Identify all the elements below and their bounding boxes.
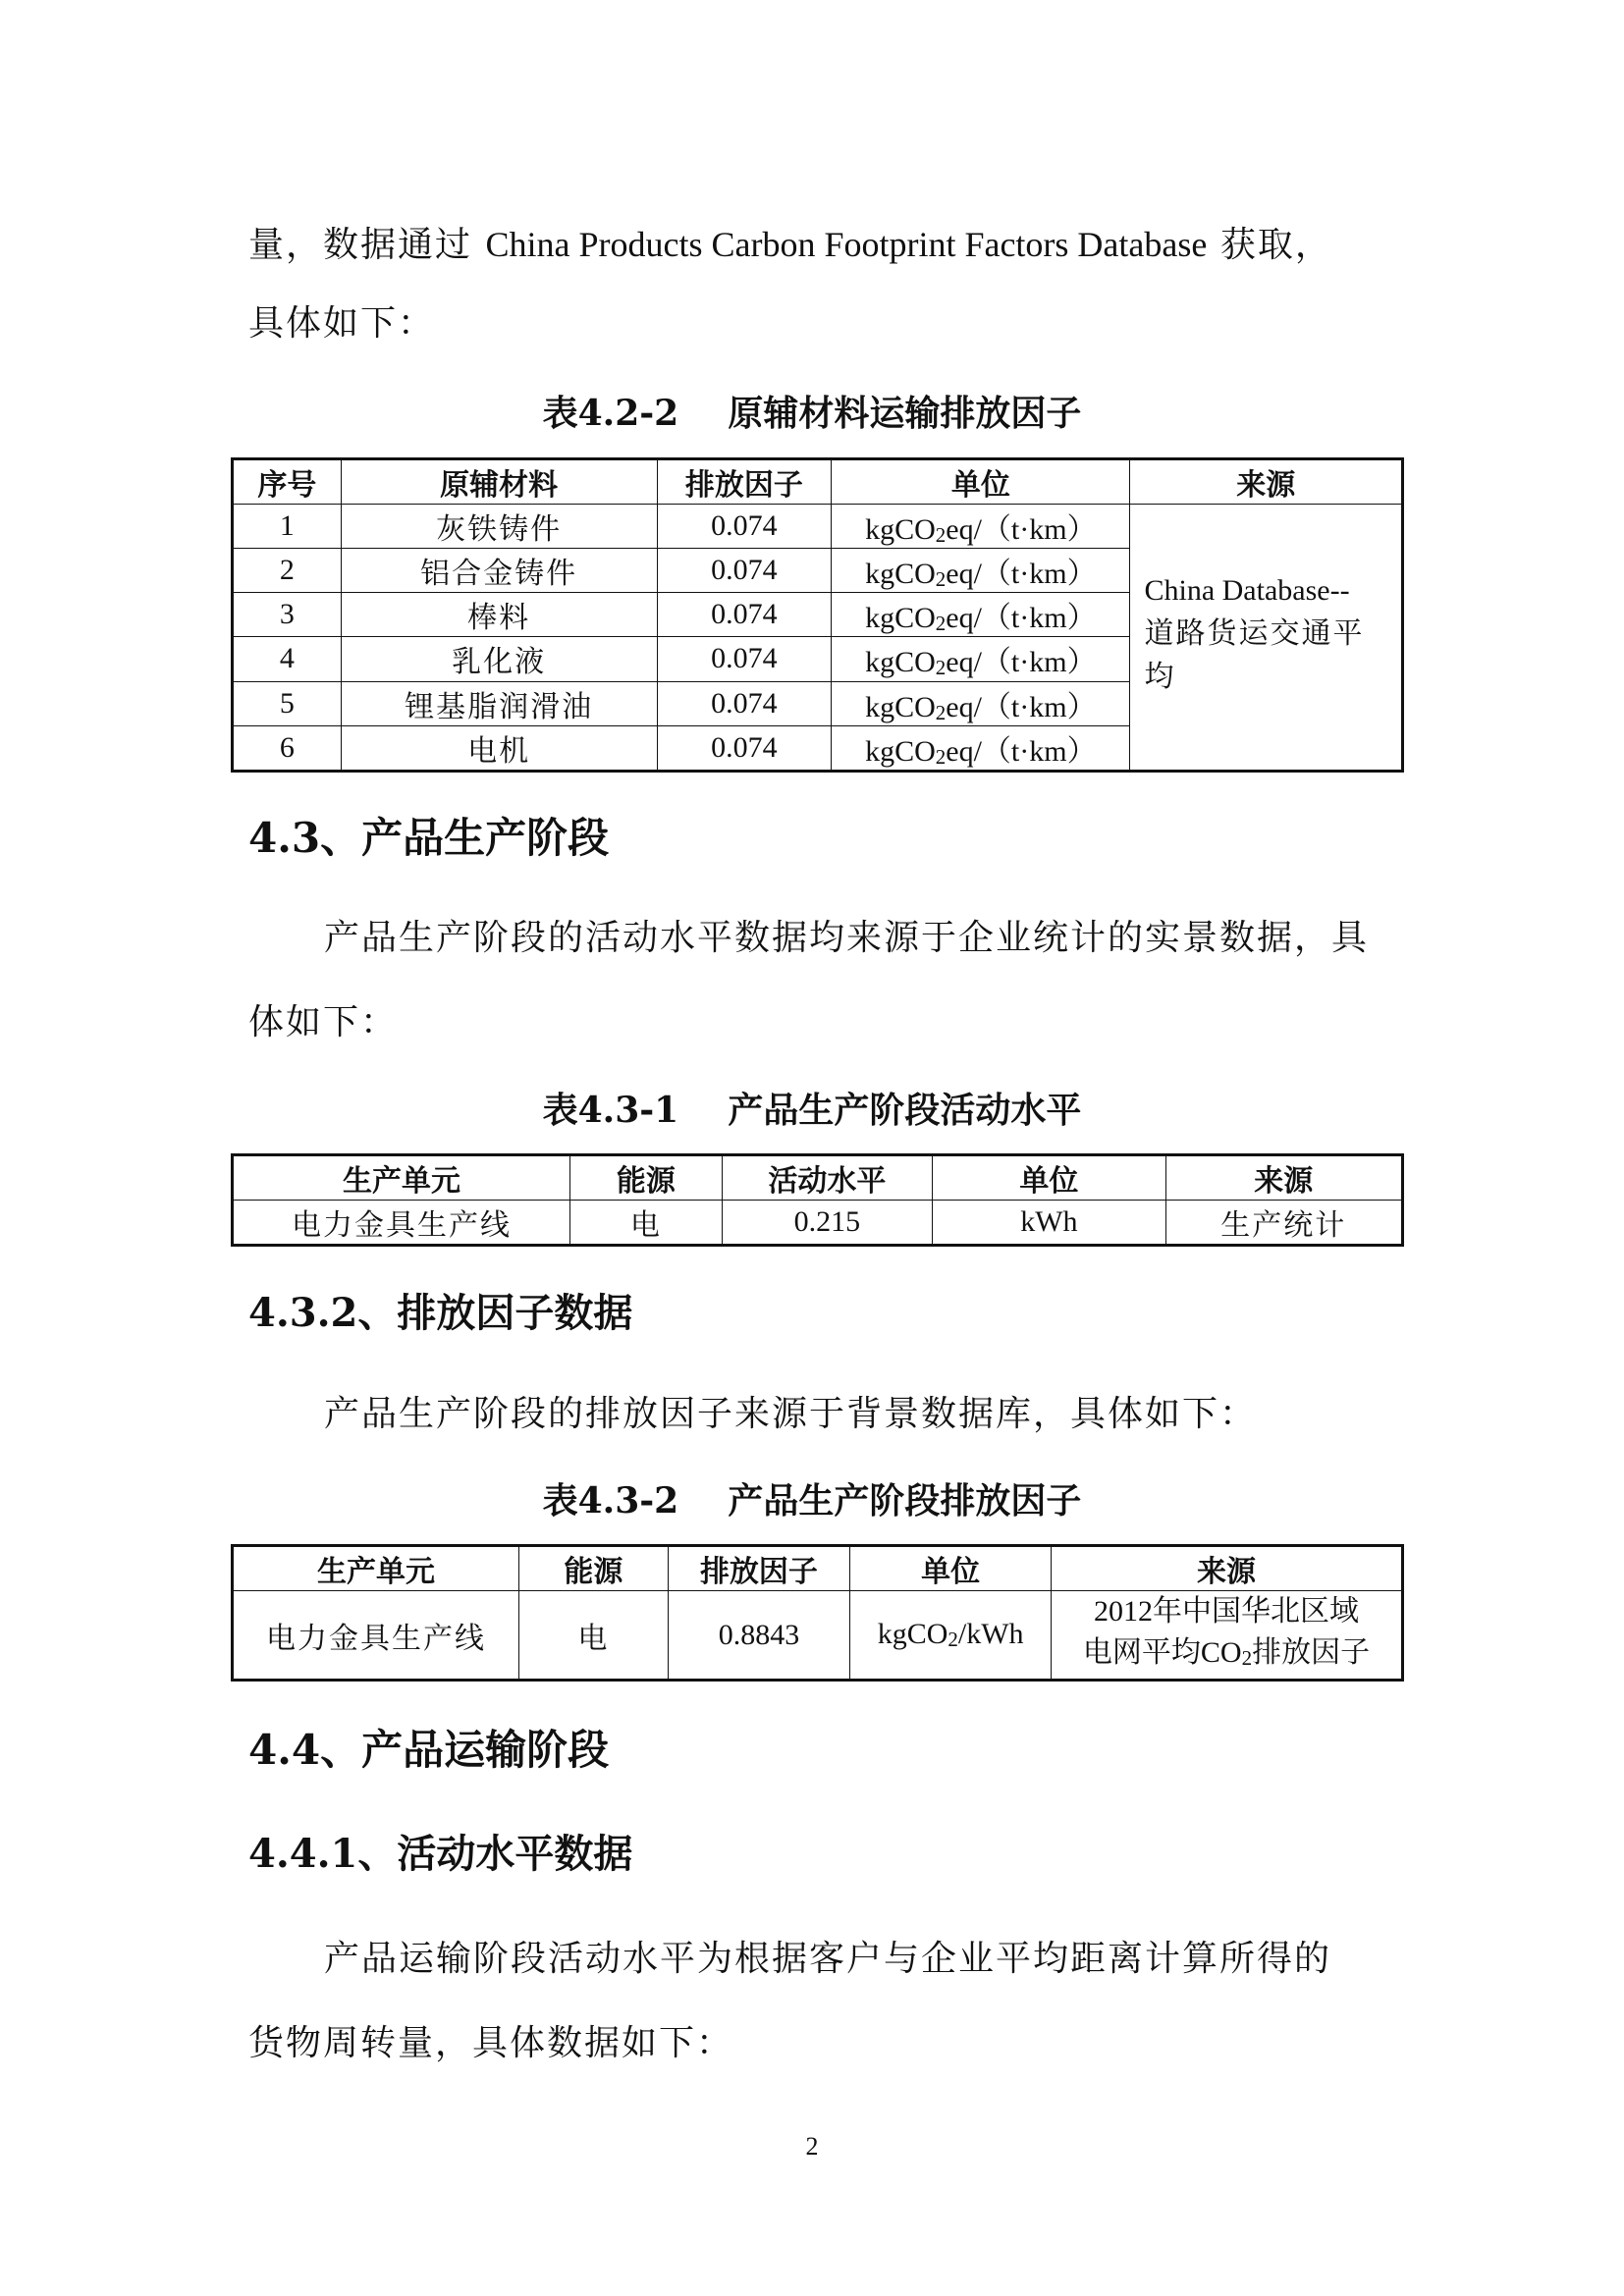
header-activity-level: 活动水平: [722, 1155, 933, 1201]
row-unit: kgCO$_2$eq/（t·km）: [832, 725, 1130, 771]
header-production-unit: 生产单元: [233, 1155, 570, 1201]
row-no: 6: [233, 725, 342, 771]
table-4-2-2: [231, 457, 1404, 773]
source-line-2: 道路货运交通平: [1144, 616, 1365, 651]
row-no: 4: [233, 637, 342, 681]
source-line-1: 2012年中国华北区域: [1094, 1595, 1360, 1628]
row-factor: 0.074: [657, 505, 832, 549]
row-source: 生产统计: [1165, 1201, 1402, 1246]
header-no: 序号: [233, 459, 342, 505]
row-production-unit: 电力金具生产线: [233, 1591, 519, 1681]
row-unit: kWh: [933, 1201, 1165, 1246]
row-factor: 0.074: [657, 637, 832, 681]
row-unit: kgCO$_2$/kWh: [850, 1591, 1052, 1681]
section-4-3-2-heading: 4.3.2、排放因子数据: [248, 1290, 633, 1336]
page-number: 2: [805, 2132, 819, 2161]
row-no: 1: [233, 505, 342, 549]
row-no: 2: [233, 549, 342, 593]
row-no: 3: [233, 593, 342, 637]
intro-line-2: 具体如下：: [248, 303, 436, 344]
source-line-2: 电网平均$CO_2$排放因子: [1082, 1636, 1371, 1671]
row-factor: 0.8843: [668, 1591, 850, 1681]
table-4-2-2-caption: 表4.2-2 原辅材料运输排放因子: [542, 393, 1082, 434]
row-factor: 0.074: [657, 549, 832, 593]
header-energy: 能源: [570, 1155, 723, 1201]
row-factor: 0.074: [657, 681, 832, 725]
section-4-4-1-para-line-1: 产品运输阶段活动水平为根据客户与企业平均距离计算所得的: [324, 1939, 1332, 1979]
section-4-4-heading: 4.4、产品运输阶段: [248, 1726, 610, 1774]
row-production-unit: 电力金具生产线: [233, 1201, 570, 1246]
header-factor: 排放因子: [668, 1546, 850, 1591]
table-row: [233, 1591, 1403, 1681]
table-4-3-2: [231, 1544, 1404, 1682]
header-energy: 能源: [519, 1546, 669, 1591]
table-4-3-1: [231, 1153, 1404, 1247]
row-material: 乳化液: [341, 637, 657, 681]
section-4-3-para-line-2: 体如下：: [248, 1002, 399, 1042]
intro-line-1: [248, 224, 1387, 266]
row-factor: 0.074: [657, 725, 832, 771]
table-row: [233, 1201, 1403, 1246]
row-unit: kgCO$_2$eq/（t·km）: [832, 681, 1130, 725]
row-factor: 0.074: [657, 593, 832, 637]
section-4-3-para-line-1: 产品生产阶段的活动水平数据均来源于企业统计的实景数据，具: [324, 918, 1370, 958]
table-4-3-2-caption: 表4.3-2 产品生产阶段排放因子: [542, 1480, 1082, 1522]
row-energy: 电: [570, 1201, 723, 1246]
row-material: 锂基脂润滑油: [341, 681, 657, 725]
section-4-4-1-heading: 4.4.1、活动水平数据: [248, 1831, 633, 1877]
header-production-unit: 生产单元: [233, 1546, 519, 1591]
row-energy: 电: [519, 1591, 669, 1681]
row-unit: kgCO$_2$eq/（t·km）: [832, 637, 1130, 681]
table-4-3-1-caption: 表4.3-1 产品生产阶段活动水平: [542, 1090, 1082, 1131]
row-unit: kgCO$_2$eq/（t·km）: [832, 549, 1130, 593]
row-unit: kgCO$_2$eq/（t·km）: [832, 505, 1130, 549]
row-source: [1052, 1591, 1403, 1681]
header-unit: 单位: [933, 1155, 1165, 1201]
intro-line-1-lead: 量，数据通过: [248, 225, 473, 265]
header-source: 来源: [1130, 459, 1403, 505]
database-name: China Products Carbon Footprint Factors Database: [485, 225, 1208, 264]
section-4-3-heading: 4.3、产品生产阶段: [248, 814, 610, 862]
source-line-1: China Database--: [1144, 574, 1350, 607]
intro-line-1-tail: 获取，: [1219, 225, 1332, 265]
table-header-row: [233, 459, 1403, 505]
section-4-4-1-para-line-2: 货物周转量，具体数据如下：: [248, 2023, 734, 2063]
header-factor: 排放因子: [657, 459, 832, 505]
row-material: 棒料: [341, 593, 657, 637]
section-4-3-2-para: 产品生产阶段的排放因子来源于背景数据库，具体如下：: [324, 1394, 1258, 1434]
row-no: 5: [233, 681, 342, 725]
header-source: 来源: [1052, 1546, 1403, 1591]
row-source: [1130, 505, 1403, 772]
table-header-row: [233, 1546, 1403, 1591]
table-header-row: [233, 1155, 1403, 1201]
header-unit: 单位: [850, 1546, 1052, 1591]
header-unit: 单位: [832, 459, 1130, 505]
source-line-3: 均: [1144, 660, 1174, 694]
row-unit: kgCO$_2$eq/（t·km）: [832, 593, 1130, 637]
header-source: 来源: [1165, 1155, 1402, 1201]
row-activity-level: 0.215: [722, 1201, 933, 1246]
row-material: 铝合金铸件: [341, 549, 657, 593]
row-material: 电机: [341, 725, 657, 771]
header-material: 原辅材料: [341, 459, 657, 505]
row-material: 灰铁铸件: [341, 505, 657, 549]
table-row: [233, 505, 1403, 549]
